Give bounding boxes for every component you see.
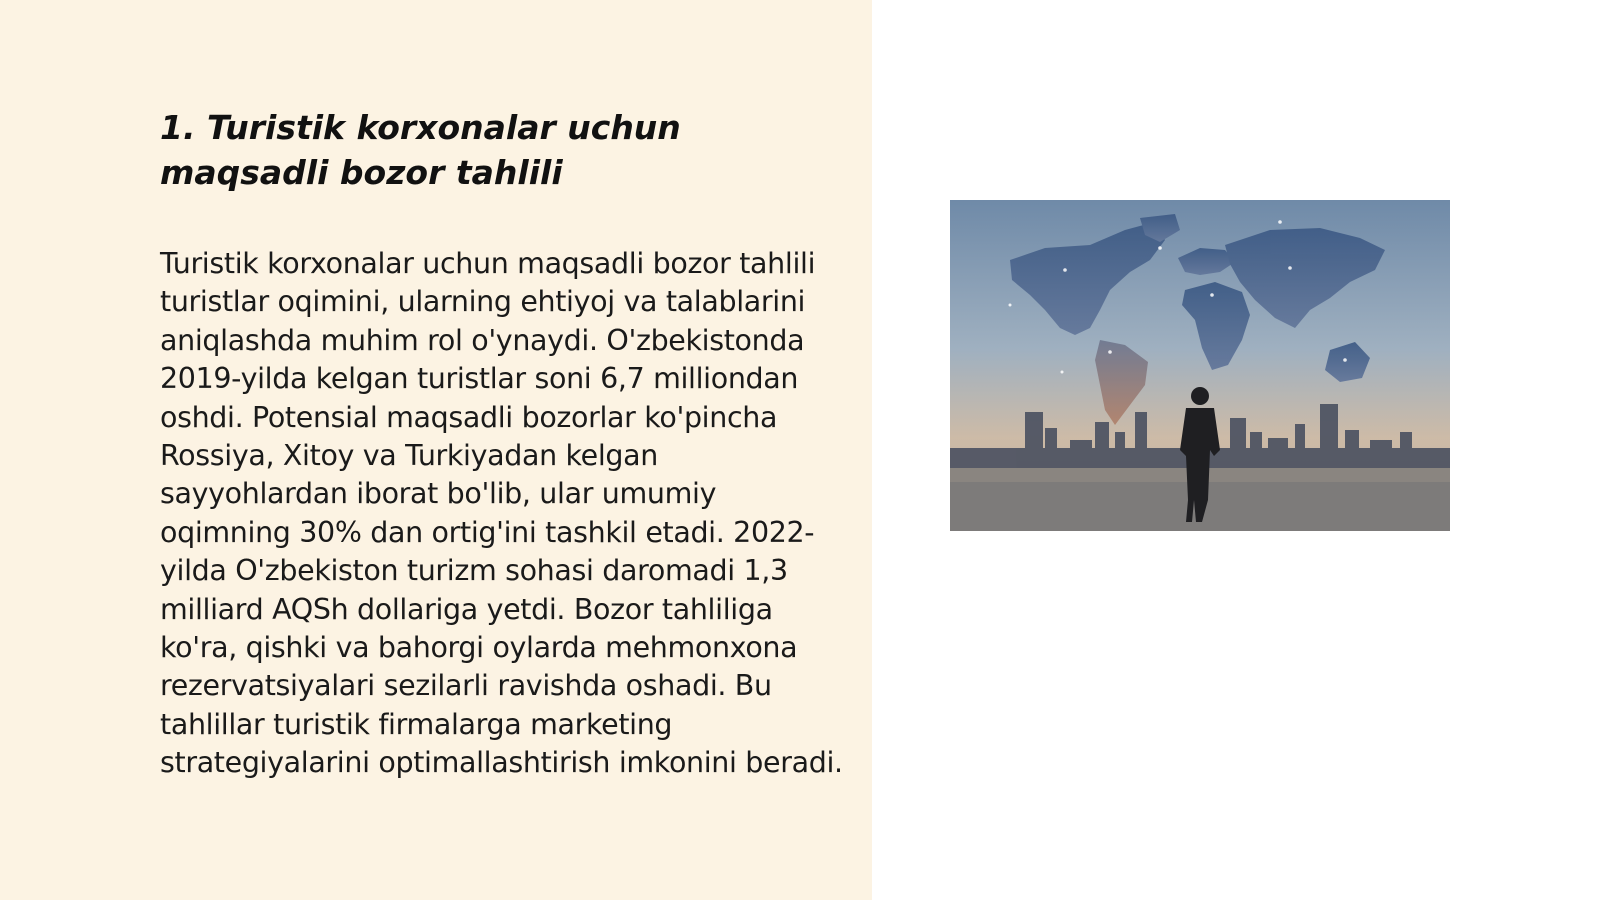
slide-title: 1. Turistik korxonalar uchun maqsadli bozor tahlili [160, 108, 681, 192]
slide-body-text: Turistik korxonalar uchun maqsadli bozor tahlili turistlar oqimini, ularning ehtiyoj va talablarini aniqlashda muhim rol o'ynaydi. O'zbekistonda 2019-yilda kelgan turistlar soni 6,7 milliondan oshdi. Potensial maqsadli bozorlar ko'pincha Rossiya, Xitoy va Turkiyadan kelgan sayyohlardan iborat bo'lib, ular umumiy oqimning 30% dan ortig'ini tashkil etadi. 2022-yilda O'zbekiston turizm sohasi daromadi 1,3 milliard AQSh dollariga yetdi. Bozor tahliliga ko'ra, qishki va bahorgi oylarda mehmonxona rezervatsiyalari sezilarli ravishda oshadi. Bu tahlillar turistik firmalarga marketing strategiyalarini optimallashtirish imkonini beradi. [160, 247, 843, 780]
world-map-photo [950, 200, 1450, 531]
